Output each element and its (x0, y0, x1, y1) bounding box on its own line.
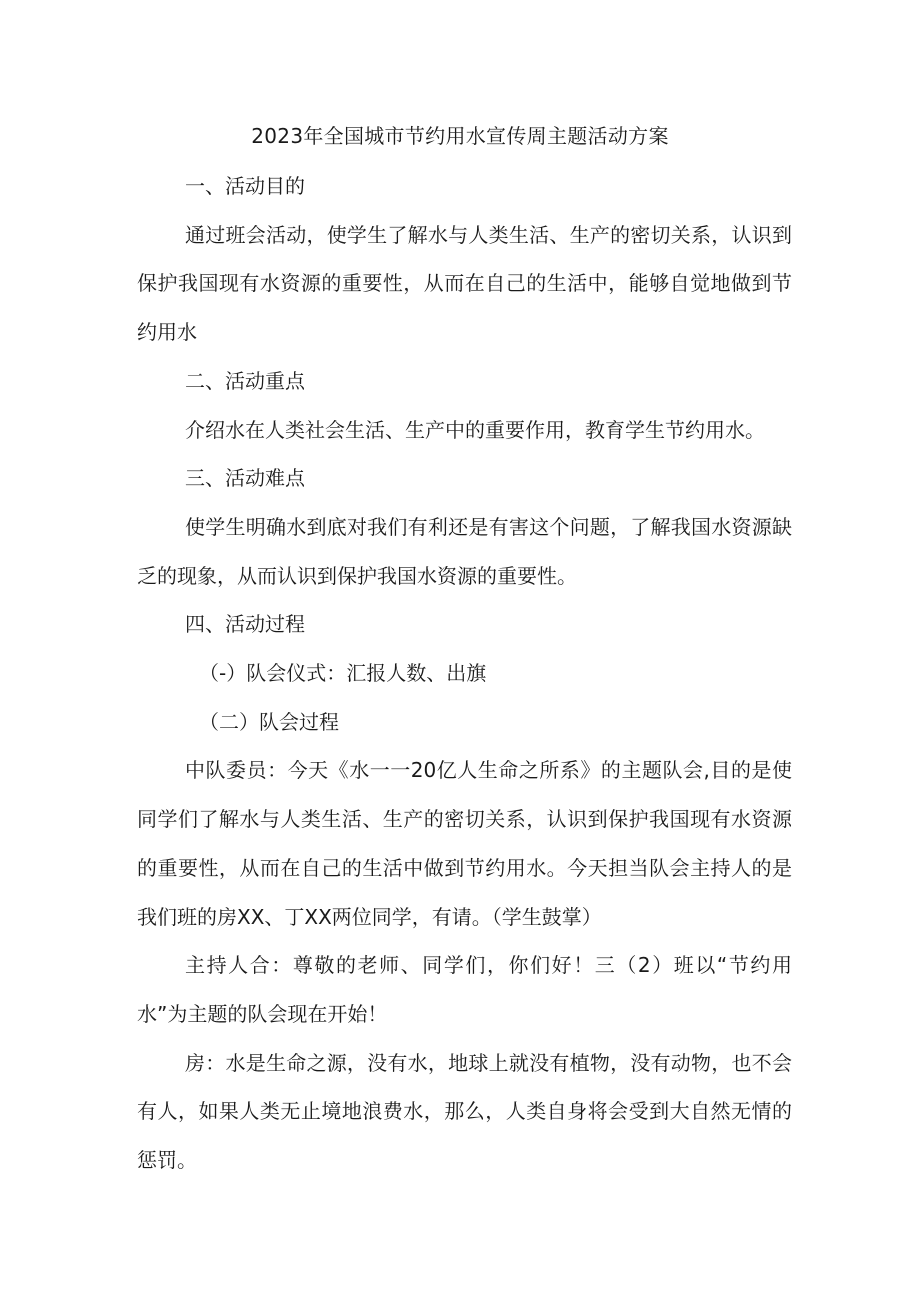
paragraph-committee-member: 中队委员：今天《水一一20亿人生命之所系》的主题队会,目的是使同学们了解水与人类生活、生产的密切关系，认识到保护我国现有水资源的重要性，从而在自己的生活中做到节约用水。今天担当队会主持人的是我们班的房XX、丁XX两位同学，有请。（学生鼓掌） (137, 758, 792, 929)
paragraph-purpose: 通过班会活动，使学生了解水与人类生活、生产的密切关系，认识到保护我国现有水资源的重要性，从而在自己的生活中，能够自觉地做到节约用水 (137, 222, 792, 345)
paragraph-fang: 房：水是生命之源，没有水，地球上就没有植物，没有动物，也不会有人，如果人类无止境地浪费水，那么，人类自身将会受到大自然无情的惩罚。 (137, 1050, 792, 1173)
document-title: 2023年全国城市节约用水宣传周主题活动方案 (251, 124, 669, 148)
paragraph-difficulty: 使学生明确水到底对我们有利还是有害这个问题，了解我国水资源缺乏的现象，从而认识到保护我国水资源的重要性。 (137, 514, 792, 588)
subheading-meeting-process: （二）队会过程 (199, 709, 339, 734)
section-heading-difficulty: 三、活动难点 (185, 466, 305, 491)
paragraph-hosts: 主持人合：尊敬的老师、同学们，你们好！三（2）班以“节约用水”为主题的队会现在开始！ (137, 953, 792, 1026)
subheading-ceremony: （-）队会仪式：汇报人数、出旗 (199, 661, 487, 686)
section-heading-process: 四、活动过程 (185, 612, 305, 637)
section-heading-focus: 二、活动重点 (185, 368, 305, 393)
section-heading-purpose: 一、活动目的 (185, 174, 305, 198)
document-body (137, 162, 792, 1185)
paragraph-focus: 介绍水在人类社会生活、生产中的重要作用，教育学生节约用水。 (185, 417, 765, 442)
